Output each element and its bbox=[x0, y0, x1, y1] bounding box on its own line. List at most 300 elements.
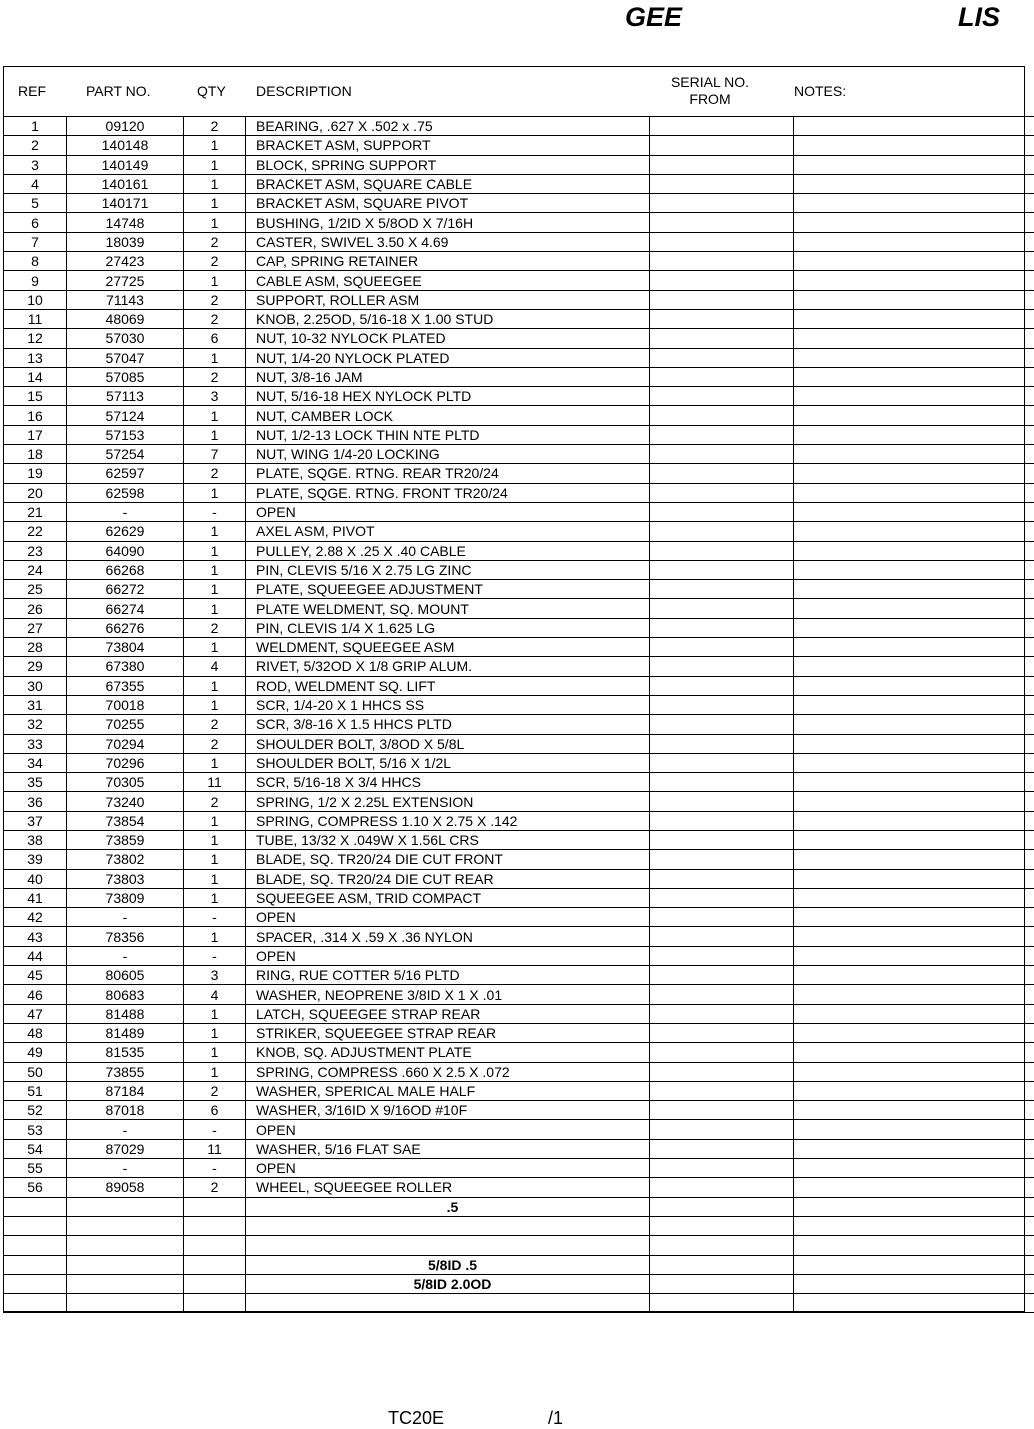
notes-cell bbox=[794, 1043, 1034, 1062]
ref-cell: 33 bbox=[4, 734, 67, 753]
ref-cell: 21 bbox=[4, 502, 67, 521]
table-row bbox=[4, 271, 1034, 290]
serial-from-cell bbox=[650, 1101, 794, 1120]
table-row bbox=[4, 792, 1034, 811]
blank-cell bbox=[184, 1236, 246, 1255]
part-no-cell: 73803 bbox=[67, 869, 184, 888]
part-no-cell: 62597 bbox=[67, 464, 184, 483]
ref-cell: 10 bbox=[4, 290, 67, 309]
blank-cell bbox=[650, 1216, 794, 1235]
qty-cell: 2 bbox=[184, 1081, 246, 1100]
qty-cell: 1 bbox=[184, 136, 246, 155]
blank-cell bbox=[794, 1236, 1034, 1255]
part-no-cell: 71143 bbox=[67, 290, 184, 309]
table-row bbox=[4, 541, 1034, 560]
serial-from-cell bbox=[650, 869, 794, 888]
qty-cell: - bbox=[184, 1159, 246, 1178]
description-cell: RING, RUE COTTER 5/16 PLTD bbox=[246, 966, 650, 985]
extra-description-cell: 5/8ID 2.0OD bbox=[246, 1274, 650, 1293]
description-cell: BLOCK, SPRING SUPPORT bbox=[246, 155, 650, 174]
ref-cell: 2 bbox=[4, 136, 67, 155]
table-row bbox=[4, 676, 1034, 695]
table-row bbox=[4, 734, 1034, 753]
ref-cell: 14 bbox=[4, 367, 67, 386]
notes-cell bbox=[794, 618, 1034, 637]
qty-cell: 1 bbox=[184, 850, 246, 869]
notes-cell bbox=[794, 715, 1034, 734]
blank-cell bbox=[67, 1255, 184, 1274]
description-cell: SCR, 1/4-20 X 1 HHCS SS bbox=[246, 695, 650, 714]
qty-cell: 1 bbox=[184, 174, 246, 193]
qty-cell: 11 bbox=[184, 1139, 246, 1158]
ref-cell: 17 bbox=[4, 425, 67, 444]
part-no-cell: 70305 bbox=[67, 773, 184, 792]
notes-cell bbox=[794, 888, 1034, 907]
ref-cell: 4 bbox=[4, 174, 67, 193]
serial-from-cell bbox=[650, 734, 794, 753]
description-cell: PIN, CLEVIS 1/4 X 1.625 LG bbox=[246, 618, 650, 637]
notes-cell bbox=[794, 213, 1034, 232]
ref-cell: 5 bbox=[4, 194, 67, 213]
table-row bbox=[4, 830, 1034, 849]
table-row bbox=[4, 155, 1034, 174]
blank-table-row bbox=[4, 1216, 1034, 1235]
description-cell: BRACKET ASM, SUPPORT bbox=[246, 136, 650, 155]
blank-table-row bbox=[4, 1274, 1034, 1293]
serial-from-cell bbox=[650, 194, 794, 213]
ref-cell: 28 bbox=[4, 638, 67, 657]
description-cell: SHOULDER BOLT, 3/8OD X 5/8L bbox=[246, 734, 650, 753]
description-cell: PULLEY, 2.88 X .25 X .40 CABLE bbox=[246, 541, 650, 560]
notes-cell bbox=[794, 155, 1034, 174]
part-no-cell: 14748 bbox=[67, 213, 184, 232]
serial-from-cell bbox=[650, 425, 794, 444]
serial-from-cell bbox=[650, 136, 794, 155]
description-cell: WASHER, NEOPRENE 3/8ID X 1 X .01 bbox=[246, 985, 650, 1004]
table-row bbox=[4, 908, 1034, 927]
notes-cell bbox=[794, 1062, 1034, 1081]
qty-cell: 1 bbox=[184, 194, 246, 213]
blank-cell bbox=[650, 1255, 794, 1274]
table-row bbox=[4, 1178, 1034, 1197]
column-header-ref: REF bbox=[18, 83, 46, 99]
qty-cell: 1 bbox=[184, 830, 246, 849]
ref-cell: 46 bbox=[4, 985, 67, 1004]
qty-cell: - bbox=[184, 1120, 246, 1139]
serial-from-cell bbox=[650, 985, 794, 1004]
table-row bbox=[4, 1004, 1034, 1023]
qty-cell: 7 bbox=[184, 445, 246, 464]
notes-cell bbox=[794, 367, 1034, 386]
description-cell: NUT, CAMBER LOCK bbox=[246, 406, 650, 425]
serial-from-cell bbox=[650, 1062, 794, 1081]
ref-cell: 20 bbox=[4, 483, 67, 502]
description-cell: WASHER, 5/16 FLAT SAE bbox=[246, 1139, 650, 1158]
ref-cell: 34 bbox=[4, 753, 67, 772]
description-cell: SPACER, .314 X .59 X .36 NYLON bbox=[246, 927, 650, 946]
notes-cell bbox=[794, 252, 1034, 271]
serial-from-cell bbox=[650, 329, 794, 348]
description-cell: NUT, 3/8-16 JAM bbox=[246, 367, 650, 386]
serial-from-cell bbox=[650, 252, 794, 271]
serial-from-cell bbox=[650, 657, 794, 676]
qty-cell: 2 bbox=[184, 309, 246, 328]
notes-cell bbox=[794, 753, 1034, 772]
notes-cell bbox=[794, 406, 1034, 425]
part-no-cell: 70255 bbox=[67, 715, 184, 734]
ref-cell: 44 bbox=[4, 946, 67, 965]
ref-cell: 43 bbox=[4, 927, 67, 946]
ref-cell: 27 bbox=[4, 618, 67, 637]
qty-cell: 11 bbox=[184, 773, 246, 792]
blank-cell bbox=[67, 1197, 184, 1216]
part-no-cell: 80605 bbox=[67, 966, 184, 985]
part-no-cell: 70294 bbox=[67, 734, 184, 753]
notes-cell bbox=[794, 580, 1034, 599]
notes-cell bbox=[794, 232, 1034, 251]
serial-from-cell bbox=[650, 1081, 794, 1100]
qty-cell: 4 bbox=[184, 985, 246, 1004]
table-row bbox=[4, 367, 1034, 386]
notes-cell bbox=[794, 792, 1034, 811]
serial-from-cell bbox=[650, 695, 794, 714]
table-row bbox=[4, 715, 1034, 734]
qty-cell: 6 bbox=[184, 1101, 246, 1120]
table-row bbox=[4, 580, 1034, 599]
part-no-cell: 27725 bbox=[67, 271, 184, 290]
notes-cell bbox=[794, 638, 1034, 657]
qty-cell: 1 bbox=[184, 580, 246, 599]
column-header-part-no: PART NO. bbox=[86, 83, 151, 99]
qty-cell: 2 bbox=[184, 715, 246, 734]
notes-cell bbox=[794, 1178, 1034, 1197]
part-no-cell: 57030 bbox=[67, 329, 184, 348]
table-row bbox=[4, 290, 1034, 309]
notes-cell bbox=[794, 1120, 1034, 1139]
ref-cell: 8 bbox=[4, 252, 67, 271]
serial-from-cell bbox=[650, 618, 794, 637]
table-row bbox=[4, 1101, 1034, 1120]
table-row bbox=[4, 445, 1034, 464]
part-no-cell: 70018 bbox=[67, 695, 184, 714]
blank-cell bbox=[4, 1255, 67, 1274]
notes-cell bbox=[794, 560, 1034, 579]
blank-cell bbox=[650, 1294, 794, 1313]
blank-cell bbox=[4, 1294, 67, 1313]
serial-from-cell bbox=[650, 1120, 794, 1139]
part-no-cell: 27423 bbox=[67, 252, 184, 271]
serial-from-cell bbox=[650, 811, 794, 830]
part-no-cell: 57113 bbox=[67, 387, 184, 406]
description-cell: WASHER, 3/16ID X 9/16OD #10F bbox=[246, 1101, 650, 1120]
qty-cell: 1 bbox=[184, 599, 246, 618]
part-no-cell: 57047 bbox=[67, 348, 184, 367]
description-cell: NUT, 5/16-18 HEX NYLOCK PLTD bbox=[246, 387, 650, 406]
serial-from-cell bbox=[650, 966, 794, 985]
serial-from-cell bbox=[650, 1139, 794, 1158]
qty-cell: 1 bbox=[184, 155, 246, 174]
notes-cell bbox=[794, 657, 1034, 676]
description-cell: SCR, 3/8-16 X 1.5 HHCS PLTD bbox=[246, 715, 650, 734]
serial-from-cell bbox=[650, 445, 794, 464]
description-cell: OPEN bbox=[246, 908, 650, 927]
blank-cell bbox=[67, 1294, 184, 1313]
notes-cell bbox=[794, 1023, 1034, 1042]
serial-from-cell bbox=[650, 888, 794, 907]
table-row bbox=[4, 1023, 1034, 1042]
header-title-right: LIS bbox=[958, 2, 1000, 33]
table-row bbox=[4, 387, 1034, 406]
blank-table-row bbox=[4, 1236, 1034, 1255]
part-no-cell: 78356 bbox=[67, 927, 184, 946]
qty-cell: 1 bbox=[184, 522, 246, 541]
description-cell: PLATE, SQGE. RTNG. REAR TR20/24 bbox=[246, 464, 650, 483]
description-cell: BLADE, SQ. TR20/24 DIE CUT FRONT bbox=[246, 850, 650, 869]
part-no-cell: 09120 bbox=[67, 117, 184, 136]
column-header-notes: NOTES: bbox=[794, 83, 846, 99]
blank-cell bbox=[794, 1274, 1034, 1293]
serial-from-cell bbox=[650, 560, 794, 579]
ref-cell: 19 bbox=[4, 464, 67, 483]
ref-cell: 36 bbox=[4, 792, 67, 811]
part-no-cell: 80683 bbox=[67, 985, 184, 1004]
part-no-cell: - bbox=[67, 502, 184, 521]
table-row bbox=[4, 773, 1034, 792]
notes-cell bbox=[794, 174, 1034, 193]
notes-cell bbox=[794, 1159, 1034, 1178]
part-no-cell: 67380 bbox=[67, 657, 184, 676]
qty-cell: 2 bbox=[184, 367, 246, 386]
part-no-cell: - bbox=[67, 946, 184, 965]
notes-cell bbox=[794, 869, 1034, 888]
notes-cell bbox=[794, 946, 1034, 965]
part-no-cell: 81489 bbox=[67, 1023, 184, 1042]
blank-cell bbox=[4, 1236, 67, 1255]
serial-from-cell bbox=[650, 1178, 794, 1197]
description-cell: OPEN bbox=[246, 1120, 650, 1139]
part-no-cell: 140148 bbox=[67, 136, 184, 155]
serial-from-cell bbox=[650, 174, 794, 193]
ref-cell: 52 bbox=[4, 1101, 67, 1120]
notes-cell bbox=[794, 985, 1034, 1004]
ref-cell: 1 bbox=[4, 117, 67, 136]
serial-from-cell bbox=[650, 773, 794, 792]
extra-description-cell bbox=[246, 1294, 650, 1313]
table-row bbox=[4, 946, 1034, 965]
description-cell: PLATE, SQGE. RTNG. FRONT TR20/24 bbox=[246, 483, 650, 502]
serial-from-cell bbox=[650, 502, 794, 521]
serial-from-cell bbox=[650, 271, 794, 290]
notes-cell bbox=[794, 541, 1034, 560]
qty-cell: 1 bbox=[184, 638, 246, 657]
qty-cell: 1 bbox=[184, 811, 246, 830]
notes-cell bbox=[794, 136, 1034, 155]
ref-cell: 45 bbox=[4, 966, 67, 985]
table-row bbox=[4, 329, 1034, 348]
qty-cell: 1 bbox=[184, 888, 246, 907]
part-no-cell: 57254 bbox=[67, 445, 184, 464]
ref-cell: 23 bbox=[4, 541, 67, 560]
description-cell: AXEL ASM, PIVOT bbox=[246, 522, 650, 541]
serial-from-cell bbox=[650, 1043, 794, 1062]
part-no-cell: 73854 bbox=[67, 811, 184, 830]
description-cell: BLADE, SQ. TR20/24 DIE CUT REAR bbox=[246, 869, 650, 888]
extra-description-cell bbox=[246, 1216, 650, 1235]
blank-cell bbox=[184, 1294, 246, 1313]
description-cell: OPEN bbox=[246, 946, 650, 965]
part-no-cell: 73802 bbox=[67, 850, 184, 869]
blank-cell bbox=[650, 1197, 794, 1216]
parts-table bbox=[3, 116, 1034, 1313]
description-cell: CASTER, SWIVEL 3.50 X 4.69 bbox=[246, 232, 650, 251]
qty-cell: 1 bbox=[184, 271, 246, 290]
table-row bbox=[4, 174, 1034, 193]
ref-cell: 26 bbox=[4, 599, 67, 618]
table-row bbox=[4, 406, 1034, 425]
part-no-cell: - bbox=[67, 1159, 184, 1178]
serial-from-cell bbox=[650, 599, 794, 618]
blank-cell bbox=[184, 1197, 246, 1216]
notes-cell bbox=[794, 927, 1034, 946]
description-cell: PLATE WELDMENT, SQ. MOUNT bbox=[246, 599, 650, 618]
qty-cell: 1 bbox=[184, 927, 246, 946]
description-cell: TUBE, 13/32 X .049W X 1.56L CRS bbox=[246, 830, 650, 849]
extra-description-cell: 5/8ID .5 bbox=[246, 1255, 650, 1274]
ref-cell: 25 bbox=[4, 580, 67, 599]
ref-cell: 32 bbox=[4, 715, 67, 734]
blank-cell bbox=[184, 1255, 246, 1274]
column-header-qty: QTY bbox=[197, 83, 226, 99]
serial-from-cell bbox=[650, 117, 794, 136]
table-row bbox=[4, 888, 1034, 907]
ref-cell: 53 bbox=[4, 1120, 67, 1139]
ref-cell: 9 bbox=[4, 271, 67, 290]
part-no-cell: 57085 bbox=[67, 367, 184, 386]
description-cell: PLATE, SQUEEGEE ADJUSTMENT bbox=[246, 580, 650, 599]
notes-cell bbox=[794, 387, 1034, 406]
description-cell: NUT, 1/2-13 LOCK THIN NTE PLTD bbox=[246, 425, 650, 444]
table-row bbox=[4, 1081, 1034, 1100]
blank-table-row bbox=[4, 1294, 1034, 1313]
description-cell: PIN, CLEVIS 5/16 X 2.75 LG ZINC bbox=[246, 560, 650, 579]
table-row bbox=[4, 136, 1034, 155]
notes-cell bbox=[794, 908, 1034, 927]
ref-cell: 51 bbox=[4, 1081, 67, 1100]
notes-cell bbox=[794, 773, 1034, 792]
serial-from-cell bbox=[650, 638, 794, 657]
notes-cell bbox=[794, 1101, 1034, 1120]
qty-cell: 1 bbox=[184, 869, 246, 888]
table-row bbox=[4, 753, 1034, 772]
part-no-cell: 66274 bbox=[67, 599, 184, 618]
blank-cell bbox=[67, 1236, 184, 1255]
ref-cell: 41 bbox=[4, 888, 67, 907]
serial-from-cell bbox=[650, 946, 794, 965]
qty-cell: 1 bbox=[184, 1043, 246, 1062]
ref-cell: 42 bbox=[4, 908, 67, 927]
blank-cell bbox=[184, 1216, 246, 1235]
serial-from-cell bbox=[650, 927, 794, 946]
notes-cell bbox=[794, 483, 1034, 502]
part-no-cell: 66268 bbox=[67, 560, 184, 579]
description-cell: NUT, 10-32 NYLOCK PLATED bbox=[246, 329, 650, 348]
table-row bbox=[4, 1159, 1034, 1178]
notes-cell bbox=[794, 1081, 1034, 1100]
description-cell: SQUEEGEE ASM, TRID COMPACT bbox=[246, 888, 650, 907]
blank-table-row bbox=[4, 1255, 1034, 1274]
qty-cell: 3 bbox=[184, 387, 246, 406]
serial-from-cell bbox=[650, 367, 794, 386]
description-cell: CAP, SPRING RETAINER bbox=[246, 252, 650, 271]
footer-page: /1 bbox=[548, 1408, 563, 1429]
ref-cell: 13 bbox=[4, 348, 67, 367]
qty-cell: 4 bbox=[184, 657, 246, 676]
table-row bbox=[4, 425, 1034, 444]
blank-cell bbox=[4, 1197, 67, 1216]
description-cell: SHOULDER BOLT, 5/16 X 1/2L bbox=[246, 753, 650, 772]
description-cell: STRIKER, SQUEEGEE STRAP REAR bbox=[246, 1023, 650, 1042]
serial-from-cell bbox=[650, 483, 794, 502]
description-cell: BEARING, .627 X .502 x .75 bbox=[246, 117, 650, 136]
serial-from-cell bbox=[650, 348, 794, 367]
qty-cell: - bbox=[184, 908, 246, 927]
qty-cell: 1 bbox=[184, 406, 246, 425]
part-no-cell: 81488 bbox=[67, 1004, 184, 1023]
qty-cell: 1 bbox=[184, 753, 246, 772]
description-cell: SPRING, COMPRESS 1.10 X 2.75 X .142 bbox=[246, 811, 650, 830]
ref-cell: 6 bbox=[4, 213, 67, 232]
description-cell: BRACKET ASM, SQUARE PIVOT bbox=[246, 194, 650, 213]
part-no-cell: 64090 bbox=[67, 541, 184, 560]
serial-from-cell bbox=[650, 580, 794, 599]
blank-cell bbox=[650, 1274, 794, 1293]
serial-from-cell bbox=[650, 850, 794, 869]
ref-cell: 16 bbox=[4, 406, 67, 425]
table-row bbox=[4, 194, 1034, 213]
table-row bbox=[4, 232, 1034, 251]
ref-cell: 22 bbox=[4, 522, 67, 541]
notes-cell bbox=[794, 271, 1034, 290]
qty-cell: 1 bbox=[184, 1062, 246, 1081]
ref-cell: 29 bbox=[4, 657, 67, 676]
description-cell: RIVET, 5/32OD X 1/8 GRIP ALUM. bbox=[246, 657, 650, 676]
qty-cell: 1 bbox=[184, 213, 246, 232]
notes-cell bbox=[794, 464, 1034, 483]
ref-cell: 40 bbox=[4, 869, 67, 888]
part-no-cell: 140171 bbox=[67, 194, 184, 213]
table-row bbox=[4, 117, 1034, 136]
table-row bbox=[4, 483, 1034, 502]
table-row bbox=[4, 1120, 1034, 1139]
table-row bbox=[4, 522, 1034, 541]
serial-from-cell bbox=[650, 155, 794, 174]
notes-cell bbox=[794, 348, 1034, 367]
serial-from-cell bbox=[650, 830, 794, 849]
qty-cell: 2 bbox=[184, 232, 246, 251]
qty-cell: - bbox=[184, 502, 246, 521]
table-row bbox=[4, 811, 1034, 830]
table-row bbox=[4, 560, 1034, 579]
ref-cell: 12 bbox=[4, 329, 67, 348]
table-row bbox=[4, 618, 1034, 637]
serial-from-cell bbox=[650, 1023, 794, 1042]
table-row bbox=[4, 309, 1034, 328]
blank-cell bbox=[794, 1197, 1034, 1216]
qty-cell: 1 bbox=[184, 483, 246, 502]
description-cell: ROD, WELDMENT SQ. LIFT bbox=[246, 676, 650, 695]
serial-from-cell bbox=[650, 290, 794, 309]
part-no-cell: 57124 bbox=[67, 406, 184, 425]
